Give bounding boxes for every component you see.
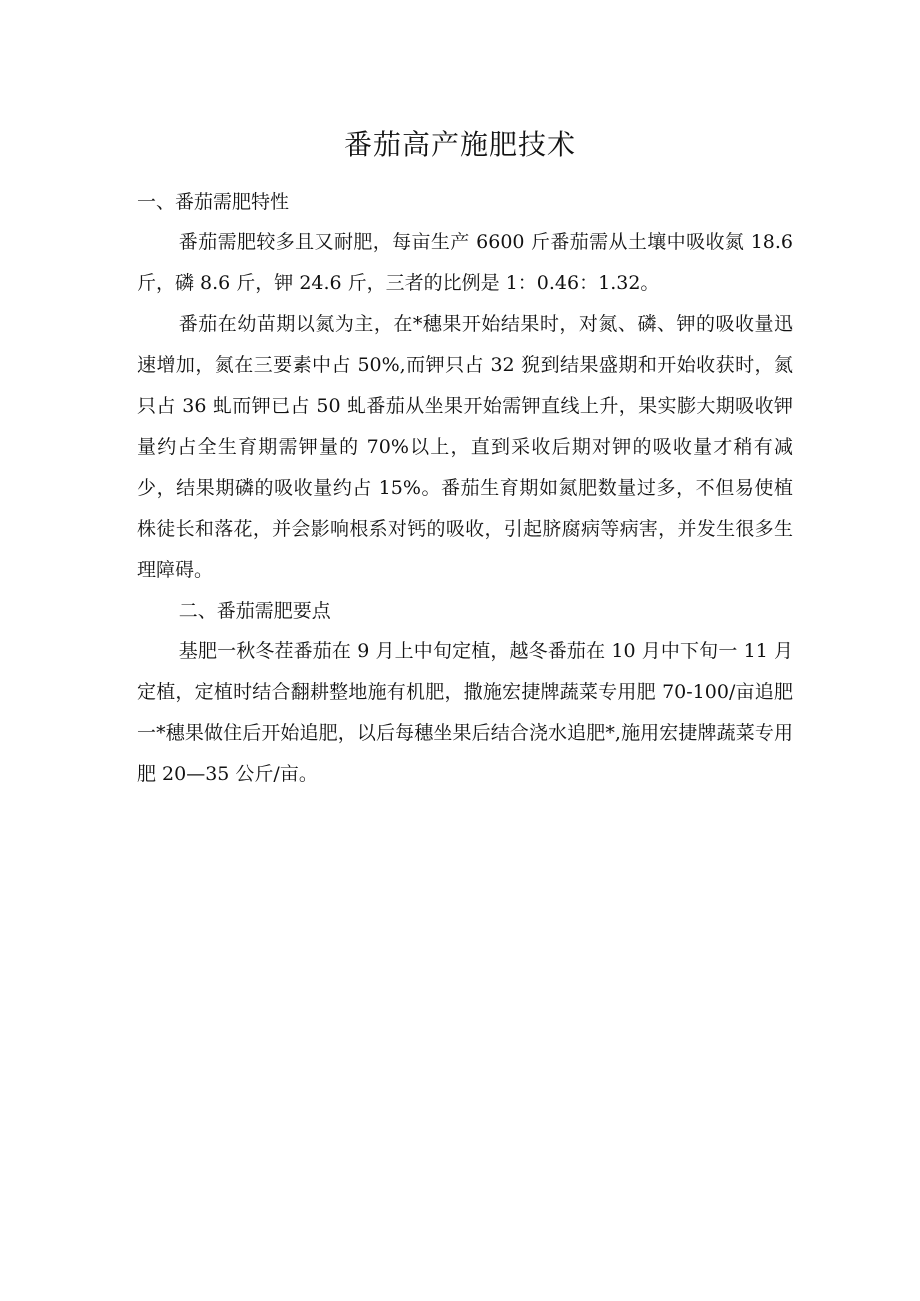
section-heading-1: 一、番茄需肥特性 [137, 191, 290, 213]
document-title: 番茄高产施肥技术 [343, 128, 576, 161]
paragraph-2: 番茄在幼苗期以氮为主，在*穗果开始结果时，对氮、磷、钾的吸收量迅速增加，氮在三要素中占 50%,而钾只占 32 猊到结果盛期和开始收获时，氮只占 36 虬而钾已占 50 虬番茄从坐果开始需钾直线上升，果实膨大期吸收钾量约占全生育期需钾量的 70%以上，直到采收后期对钾的吸收量才稍有减少，结果期磷的吸收量约占 15%。番茄生育期如氮肥数量过多，不但易使植株徒长和落花，并会影响根系对钙的吸收，引起脐腐病等病害，并发生很多生理障碍。 [137, 313, 793, 581]
paragraph-3: 基肥一秋冬茬番茄在 9 月上中旬定植，越冬番茄在 10 月中下旬一 11 月定植，定植时结合翻耕整地施有机肥，撒施宏捷牌蔬菜专用肥 70-100/亩追肥一*穗果做住后开始追肥，以后每穗坐果后结合浇水追肥*,施用宏捷牌蔬菜专用肥 20—35 公斤/亩。 [137, 640, 793, 785]
paragraph-1: 番茄需肥较多且又耐肥，每亩生产 6600 斤番茄需从土壤中吸收氮 18.6 斤，磷 8.6 斤，钾 24.6 斤，三者的比例是 1：0.46：1.32。 [137, 231, 793, 294]
document-body [137, 182, 793, 795]
section-heading-2: 二、番茄需肥要点 [178, 600, 331, 622]
